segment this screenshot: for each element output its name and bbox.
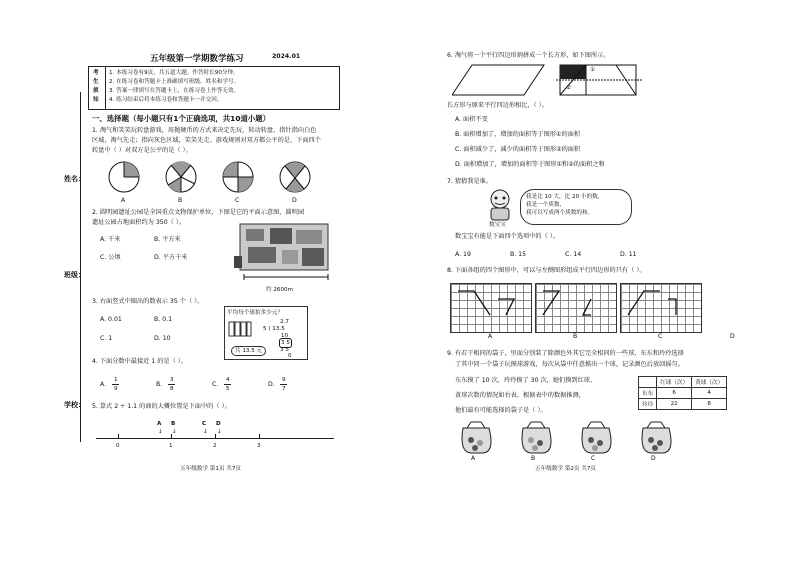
q4-option-letter: D. — [268, 381, 275, 388]
binding-line — [80, 92, 81, 442]
q8-option-a[interactable]: A — [488, 333, 493, 340]
q1-text: 转盘中（ ）对双方是公平的是（ ）。 — [92, 147, 192, 154]
point-a[interactable]: A — [157, 421, 162, 427]
q1-option-d[interactable]: D — [292, 197, 297, 204]
results-table — [638, 376, 727, 410]
mascot-icon — [480, 188, 520, 222]
division-step: 10 — [281, 333, 289, 339]
table-header-cell — [639, 377, 657, 388]
table-header-row — [639, 377, 727, 388]
fraction-a-num: 1 — [114, 377, 118, 383]
q4-option-letter: C. — [212, 381, 219, 388]
division-step: 3 5 — [280, 347, 289, 353]
notice-heading — [89, 67, 106, 109]
racket-panel-title: 平均每个球拍多少元？ — [227, 310, 283, 316]
name-label: 姓名： — [64, 175, 85, 183]
bag-b-icon — [522, 422, 551, 453]
fraction-d-den: 7 — [282, 386, 286, 392]
table-cell: 4 — [692, 388, 727, 399]
school-label: 学校： — [64, 401, 85, 409]
fraction-d-num: 9 — [282, 377, 286, 383]
q4-option-a[interactable] — [100, 381, 106, 389]
notice-line: 2. 在练习卷和答题卡上准确填写班级、姓名和学号。 — [109, 79, 240, 85]
fraction-b-num: 3 — [170, 377, 174, 383]
table-cell: 8 — [692, 399, 727, 410]
q2-option-a[interactable]: A. 千米 — [100, 236, 121, 243]
speech-line: 我是一个质数， — [526, 202, 566, 208]
q2-text: 遗址公园占地面积约为 350（ ）。 — [92, 219, 186, 226]
notice-line: 4. 练习结束后将本练习卷和答题卡一并交回。 — [109, 97, 223, 103]
class-label: 班级： — [64, 271, 85, 279]
page-footer: 五年级数学 第1页 共7页 — [180, 466, 242, 472]
q6-option-a[interactable]: A. 面积不变 — [455, 116, 488, 123]
tick-label: 1 — [169, 443, 173, 449]
q9-text: 东东摸了 10 次，玲玲摸了 30 次，她们摸到红球、 — [455, 377, 597, 384]
notice-heading-char: 知 — [93, 97, 99, 103]
notice-heading-char: 须 — [93, 88, 99, 94]
q7-option-d[interactable]: D. 11 — [620, 251, 637, 258]
fraction-c-num: 4 — [226, 377, 230, 383]
fraction-b-den: 8 — [170, 386, 174, 392]
q4-option-c[interactable] — [212, 381, 218, 389]
arrow-down-icon: ↓ — [172, 429, 177, 435]
q3-text: 3. 右面竖式中圈出的数表示 35 个（ ）。 — [92, 298, 204, 305]
table-row — [639, 399, 727, 410]
arrow-down-icon: ↓ — [158, 429, 163, 435]
fraction-c-den: 5 — [226, 386, 230, 392]
q9-text: 9. 有若干相同的袋子，里面分别装了除颜色外其它完全相同的一些球，东东和玲玲选择 — [447, 350, 684, 357]
q6-option-d[interactable]: D. 面积增加了，增加的面积等于图形①和②的面积之和 — [455, 161, 605, 168]
division-quotient: 2.7 — [280, 319, 289, 325]
spinner-b — [166, 161, 196, 192]
mascot-caption: 数宝宝 — [489, 222, 506, 228]
q6-figures — [452, 62, 652, 100]
notice-line: 3. 答案一律填写在答题卡上，在练习卷上作答无效。 — [109, 88, 240, 94]
table-cell: 东东 — [639, 388, 657, 399]
table-header-cell: 红球（次） — [657, 377, 692, 388]
q7-text2: 数宝宝有能是下面四个选项中的（ ）。 — [455, 233, 560, 240]
spinner-a — [109, 162, 139, 192]
q6-option-b[interactable]: B. 面积增加了，增加的面积等于图形①的面积 — [455, 131, 581, 138]
section-title-choice: 一、选择题（每小题只有1个正确选项，共10道小题） — [92, 114, 271, 123]
notice-line: 1. 本练习卷有9页，共五道大题。作答时长90分钟。 — [109, 70, 239, 76]
notice-heading-char: 考 — [93, 70, 99, 76]
q3-option-d[interactable]: D. 10 — [154, 335, 171, 342]
notice-heading-char: 生 — [93, 79, 99, 85]
q4-text: 4. 下面分数中最接近 1 的是（ ）。 — [92, 358, 188, 365]
q8-option-d[interactable]: D — [730, 333, 735, 340]
bag-d-icon — [642, 422, 671, 453]
shape-label-1: ① — [590, 67, 596, 73]
q1-option-c[interactable]: C — [235, 197, 240, 204]
q7-text: 7. 猜猜我是谁。 — [447, 178, 492, 185]
q1-spinners — [104, 160, 324, 200]
q2-option-b[interactable]: B. 平方米 — [154, 236, 181, 243]
spinner-d — [280, 162, 310, 192]
tick-label: 0 — [116, 443, 120, 449]
page-footer: 五年级数学 第2页 共7页 — [535, 466, 597, 472]
speech-line: 我是比 10 大，比 20 小的数， — [526, 194, 604, 200]
q4-option-letter: A. — [100, 381, 107, 388]
tick-mark — [259, 434, 260, 439]
q1-text: 区域，淘气先走；指向灰色区域，笑笑先走。游戏规则对双方都公平的是，下面四个 — [92, 137, 321, 144]
park-map — [234, 222, 334, 282]
tick-mark — [118, 434, 119, 439]
q6-text2: 长方形与原来平行四边形相比，（ ）。 — [447, 102, 548, 109]
bag-a-icon — [462, 422, 491, 453]
q9-text: 黄球次数的情况如右表，根据表中的数据推测， — [455, 392, 585, 399]
q2-text: 2. 圆明园遗址公园是全国重点文物保护单位，下图是它的平面示意图，圆明园 — [92, 209, 305, 216]
q6-option-c[interactable]: C. 面积减少了，减少的面积等于图形②的面积 — [455, 146, 581, 153]
q1-option-a[interactable]: A — [121, 197, 126, 204]
tick-label: 3 — [257, 443, 261, 449]
q4-option-letter: B. — [156, 381, 163, 388]
q5-text: 5. 算式 2 ÷ 1.1 的商的大概位置是下面中的（ ）。 — [92, 403, 231, 410]
q7-option-a[interactable]: A. 19 — [455, 251, 471, 258]
notice-box — [88, 66, 340, 110]
shape-label-2: ② — [566, 85, 572, 91]
point-c[interactable]: C — [202, 421, 207, 427]
q7-option-b[interactable]: B. 15 — [510, 251, 527, 258]
q8-option-b[interactable]: B — [573, 333, 578, 340]
racket-icon — [228, 320, 252, 340]
arrow-down-icon: ↓ — [217, 429, 222, 435]
speech-bubble — [520, 189, 632, 225]
table-cell: 6 — [657, 388, 692, 399]
division-remainder: 0 — [288, 353, 292, 359]
table-cell: 玲玲 — [639, 399, 657, 410]
table-header-cell: 黄球（次） — [692, 377, 727, 388]
point-d[interactable]: D — [216, 421, 221, 427]
arrow-down-icon: ↓ — [203, 429, 208, 435]
point-b[interactable]: B — [171, 421, 176, 427]
q9-text: 了其中同一个袋子玩摸球游戏，每次从袋中任意摸出一个球，记录颜色后放回摇匀。 — [455, 361, 684, 368]
q8-text: 8. 下面各组的四个图形中，可以与左侧图形组成平行四边形的只有（ ）。 — [447, 267, 646, 274]
q3-option-a[interactable]: A. 0.01 — [100, 316, 122, 323]
q1-option-b[interactable]: B — [178, 197, 183, 204]
q9-option-d[interactable]: D — [651, 455, 656, 462]
grid-lines — [450, 283, 700, 331]
q9-option-a[interactable]: A — [471, 455, 476, 462]
speech-line: 我可以写成两个质数的和。 — [526, 210, 594, 216]
q3-option-b[interactable]: B. 0.1 — [154, 316, 173, 323]
q7-option-c[interactable]: C. 14 — [565, 251, 582, 258]
q4-option-d[interactable] — [268, 381, 275, 389]
bags-row — [455, 418, 705, 456]
q6-text: 6. 淘气将一个平行四边形割拼成一个长方形，如下图所示。 — [447, 52, 610, 59]
spinner-c — [223, 162, 253, 192]
division-circled-step: 3 5 — [281, 340, 290, 346]
table-cell: 22 — [657, 399, 692, 410]
tick-label: 2 — [213, 443, 217, 449]
division-dividend: 5 ) 13.5 — [263, 326, 285, 332]
q9-option-c[interactable]: C — [591, 455, 596, 462]
q9-text: 他们最有可能选择的袋子是（ ）。 — [455, 407, 547, 414]
q1-text: 1. 淘气和笑笑玩转盘游戏，用抛硬币的方式来决定先玩，转动转盘，指针指向白色 — [92, 127, 317, 134]
q9-option-b[interactable]: B — [531, 455, 536, 462]
table-row — [639, 388, 727, 399]
q2-option-c[interactable]: C. 公顷 — [100, 254, 121, 261]
q3-option-c[interactable]: C. 1 — [100, 335, 113, 342]
exam-date: 2024.01 — [272, 53, 301, 60]
fraction-a-den: 9 — [114, 386, 118, 392]
racket-panel — [224, 306, 308, 360]
map-scale-label: 约 2600m — [266, 287, 294, 293]
q8-option-c[interactable]: C — [658, 333, 663, 340]
price-tag: 共 13.5 元 — [231, 346, 266, 356]
tick-mark — [215, 434, 216, 439]
bag-c-icon — [582, 422, 611, 453]
page-title: 五年级第一学期数学练习 — [150, 54, 244, 64]
q2-option-d[interactable]: D. 平方千米 — [154, 254, 188, 261]
q4-option-b[interactable] — [156, 381, 162, 389]
